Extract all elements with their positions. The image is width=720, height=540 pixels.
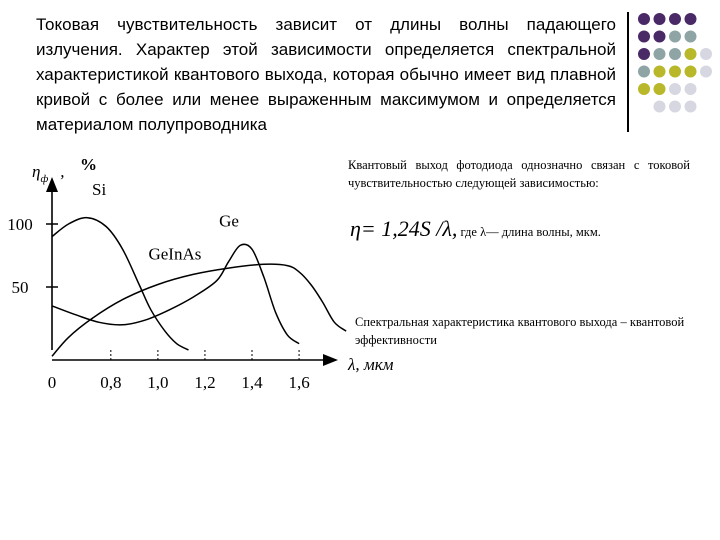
x-tick-label: 1,2 (194, 373, 216, 392)
x-tick-label: 0 (47, 373, 57, 392)
formula: η= 1,24S /λ, (350, 216, 458, 241)
divider-line (627, 12, 629, 132)
decor-dot (669, 83, 681, 95)
decor-dot (638, 13, 650, 25)
decor-dot (654, 101, 666, 113)
decor-dot (700, 66, 712, 78)
decor-dot (654, 66, 666, 78)
decor-dot (638, 31, 650, 43)
decor-dot (654, 83, 666, 95)
decor-dot (669, 66, 681, 78)
x-tick-label: 1,0 (147, 373, 169, 392)
decor-dot (654, 48, 666, 60)
series-line-si (52, 218, 189, 350)
decor-dot (638, 66, 650, 78)
x-tick-label: 1,4 (241, 373, 263, 392)
x-tick-label: 1,6 (288, 373, 310, 392)
decor-dot (685, 48, 697, 60)
decor-dot (685, 83, 697, 95)
formula-note: где λ— длина волны, мкм. (457, 225, 601, 239)
note-quantum-yield: Квантовый выход фотодиода однозначно связан с токовой чувствительностью следующей зависимостью: (348, 158, 690, 190)
main-paragraph: Токовая чувствительность зависит от длины волны падающего излучения. Характер этой зависимости определяется спектральной характеристикой квантового выхода, которая обычно имеет вид плавной кривой с более или менее выраженным максимумом и определяется материалом полупроводника (36, 15, 616, 134)
series-label-si: Si (92, 180, 107, 200)
decor-dot (654, 31, 666, 43)
decor-dot (669, 101, 681, 113)
x-axis-arrow (323, 354, 338, 366)
decor-dot (685, 13, 697, 25)
y-axis-label: $\eta_ф$ , (32, 162, 65, 185)
decor-dot (685, 101, 697, 113)
decor-dot (700, 48, 712, 60)
decor-dot (654, 13, 666, 25)
y-axis-unit: % (80, 155, 97, 174)
decor-dot (685, 66, 697, 78)
decor-dot (669, 48, 681, 60)
y-tick-label: 50 (11, 278, 29, 297)
decor-dot (638, 83, 650, 95)
x-axis-label: λ, мкм (348, 355, 394, 374)
decor-dot (638, 48, 650, 60)
decor-dot (685, 31, 697, 43)
series-label-geinas: GeInAs (148, 244, 202, 264)
decorative-dot-grid (636, 12, 716, 122)
y-tick-label: 100 (7, 215, 33, 234)
decor-dot (669, 13, 681, 25)
x-tick-label: 0,8 (100, 373, 122, 392)
series-line-geinas (52, 264, 346, 356)
decor-dot (669, 31, 681, 43)
series-label-ge: Ge (219, 211, 239, 231)
formula-row (350, 216, 710, 242)
note-spectral-characteristic: Спектральная характеристика квантового выхода – квантовой эффективности (355, 315, 685, 347)
